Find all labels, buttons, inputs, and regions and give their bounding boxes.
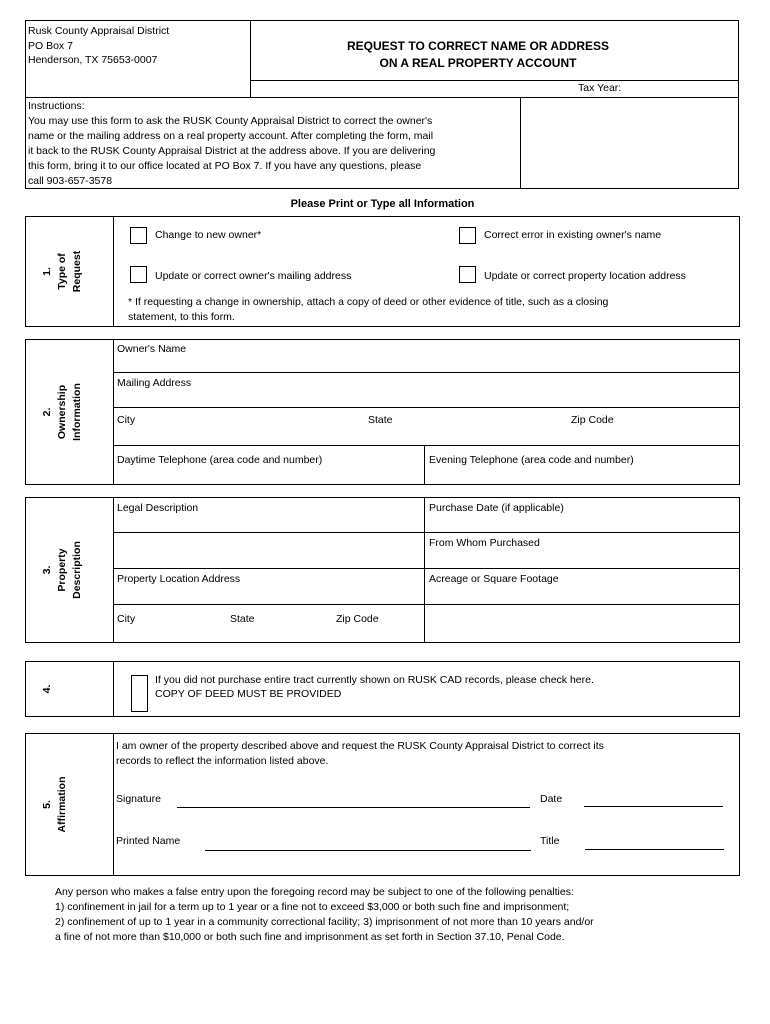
section-number: 1. [41, 267, 53, 276]
section-title-line: Affirmation [56, 776, 68, 833]
legal-description-field[interactable] [113, 497, 425, 533]
property-location-address-label: Property Location Address [117, 572, 241, 585]
instructions-line: this form, bring it to our office located at PO Box 7. If you have any questions, please [28, 159, 422, 172]
acreage-label: Acreage or Square Footage [429, 572, 559, 585]
section-heading [40, 661, 55, 717]
mailing-address-label: Mailing Address [117, 376, 192, 389]
instructions-line: name or the mailing address on a real property account. After completing the form, mail [28, 129, 434, 142]
section-partial-tract [25, 661, 740, 717]
instructions-box [25, 97, 521, 189]
section-label-cell [25, 339, 114, 485]
legal-description-continued-field[interactable] [113, 532, 425, 569]
penalty-line: a fine of not more than $10,000 or both such fine and imprisonment as set forth in Section 37.10, Penal Code. [55, 931, 565, 944]
section-title-line: Request [71, 250, 83, 293]
daytime-telephone-field[interactable] [113, 445, 425, 485]
owner-state-field[interactable] [363, 407, 566, 446]
owners-name-label: Owner's Name [117, 342, 187, 355]
tax-year-row [250, 80, 739, 98]
state-label: State [368, 413, 393, 426]
signature-field[interactable] [177, 790, 530, 808]
property-city-state-zip-row [113, 604, 425, 643]
city-label: City [117, 612, 136, 625]
section-heading [40, 733, 70, 876]
from-whom-purchased-label: From Whom Purchased [429, 536, 540, 549]
ownership-change-note [128, 295, 608, 325]
daytime-telephone-label: Daytime Telephone (area code and number) [117, 453, 323, 466]
legal-description-label: Legal Description [117, 501, 199, 514]
penalty-line: 1) confinement in jail for a term up to 1 year or a fine not to exceed $3,000 or both such fine and imprisonment; [55, 900, 570, 913]
section-property-description [25, 497, 740, 643]
city-label: City [117, 413, 136, 426]
district-address [28, 24, 169, 68]
evening-telephone-field[interactable] [424, 445, 740, 485]
address-line-2: Henderson, TX 75653-0007 [28, 54, 158, 66]
purchase-date-field[interactable] [424, 497, 740, 533]
section-title-line: Type of [56, 253, 68, 290]
print-notice: Please Print or Type all Information [290, 198, 475, 210]
section-label-cell [25, 216, 114, 327]
city-state-zip-row [113, 407, 740, 446]
tax-year-label: Tax Year: [578, 81, 622, 94]
form-title [250, 38, 706, 72]
penalty-notice [55, 885, 594, 946]
option-update-property-location[interactable] [459, 265, 729, 284]
address-line-1: PO Box 7 [28, 39, 73, 52]
partial-tract-line: COPY OF DEED MUST BE PROVIDED [155, 688, 342, 700]
section-label-cell [25, 661, 114, 717]
instructions-line: call 903-657-3578 [28, 174, 113, 187]
option-correct-owner-name[interactable] [459, 226, 729, 245]
printed-name-label: Printed Name [116, 834, 181, 847]
note-line: * If requesting a change in ownership, attach a copy of deed or other evidence of title, such as a closing [128, 295, 609, 308]
option-label: Correct error in existing owner's name [484, 228, 662, 241]
affirmation-statement [116, 739, 604, 769]
penalty-line: 2) confinement of up to 1 year in a community correctional facility; 3) imprisonment of not more than 10 years and/or [55, 916, 594, 929]
zip-code-label: Zip Code [571, 413, 614, 426]
property-state-field[interactable] [225, 604, 331, 643]
partial-tract-text [155, 673, 594, 701]
section-number: 4. [41, 684, 53, 694]
blank-property-field[interactable] [424, 604, 740, 643]
instructions-heading: Instructions: [28, 99, 85, 112]
date-label: Date [540, 792, 563, 805]
property-location-address-field[interactable] [113, 568, 425, 605]
from-whom-purchased-field[interactable] [424, 532, 740, 569]
section-title-line: Property [56, 548, 68, 592]
district-name: Rusk County Appraisal District [28, 25, 170, 37]
state-label: State [230, 612, 255, 625]
instructions-text [28, 99, 435, 189]
option-change-to-new-owner[interactable] [130, 226, 430, 245]
update-mailing-address-checkbox[interactable] [130, 266, 147, 283]
affirmation-line: records to reflect the information listed above. [116, 754, 329, 767]
form-title-line-2: ON A REAL PROPERTY ACCOUNT [379, 56, 577, 70]
partial-tract-line: If you did not purchase entire tract currently shown on RUSK CAD records, please check here. [155, 674, 594, 686]
owner-zip-code-field[interactable] [566, 407, 740, 446]
property-city-field[interactable] [113, 604, 225, 643]
section-heading [40, 339, 85, 485]
section-label-cell [25, 497, 114, 643]
change-to-new-owner-checkbox[interactable] [130, 227, 147, 244]
update-property-location-checkbox[interactable] [459, 266, 476, 283]
correct-owner-name-checkbox[interactable] [459, 227, 476, 244]
title-label: Title [540, 834, 560, 847]
blank-box [520, 97, 739, 189]
instructions-line: You may use this form to ask the RUSK County Appraisal District to correct the owner's [28, 114, 433, 127]
signature-label: Signature [116, 792, 161, 805]
mailing-address-field[interactable] [113, 372, 740, 408]
purchase-date-label: Purchase Date (if applicable) [429, 501, 564, 514]
date-field[interactable] [584, 789, 723, 807]
section-title-line: Ownership [56, 384, 68, 440]
option-label: Update or correct owner's mailing address [155, 269, 352, 282]
section-type-of-request [25, 216, 740, 327]
form-title-line-1: REQUEST TO CORRECT NAME OR ADDRESS [346, 39, 610, 53]
property-zip-code-field[interactable] [331, 604, 425, 643]
section-heading [40, 216, 85, 327]
zip-code-label: Zip Code [336, 612, 379, 625]
option-label: Update or correct property location address [484, 269, 686, 282]
penalty-line: Any person who makes a false entry upon the foregoing record may be subject to one of the following penalties: [55, 885, 574, 898]
title-field[interactable] [585, 832, 724, 850]
printed-name-field[interactable] [205, 833, 531, 851]
section-number: 5. [41, 800, 53, 809]
tax-year-field[interactable] [630, 81, 736, 97]
section-affirmation [25, 733, 740, 876]
instructions-line: it back to the RUSK County Appraisal District at the address above. If you are delivering [28, 144, 436, 157]
evening-telephone-label: Evening Telephone (area code and number) [429, 453, 634, 466]
owners-name-field[interactable] [113, 339, 740, 373]
section-heading [40, 497, 85, 643]
district-address-box [25, 20, 251, 98]
note-line: statement, to this form. [128, 310, 235, 323]
owner-city-field[interactable] [113, 407, 363, 446]
section-title-line: Information [71, 383, 83, 441]
section-number: 2. [41, 407, 53, 417]
section-number: 3. [41, 565, 53, 575]
option-label: Change to new owner* [155, 228, 262, 241]
section-ownership-information [25, 339, 740, 485]
option-update-mailing-address[interactable] [130, 265, 430, 284]
affirmation-line: I am owner of the property described above and request the RUSK County Appraisal District to correct its [116, 739, 604, 752]
acreage-field[interactable] [424, 568, 740, 605]
form-title-box [250, 20, 739, 81]
section-label-cell [25, 733, 114, 876]
section-title-line: Description [71, 541, 83, 599]
partial-tract-checkbox[interactable] [131, 675, 148, 712]
